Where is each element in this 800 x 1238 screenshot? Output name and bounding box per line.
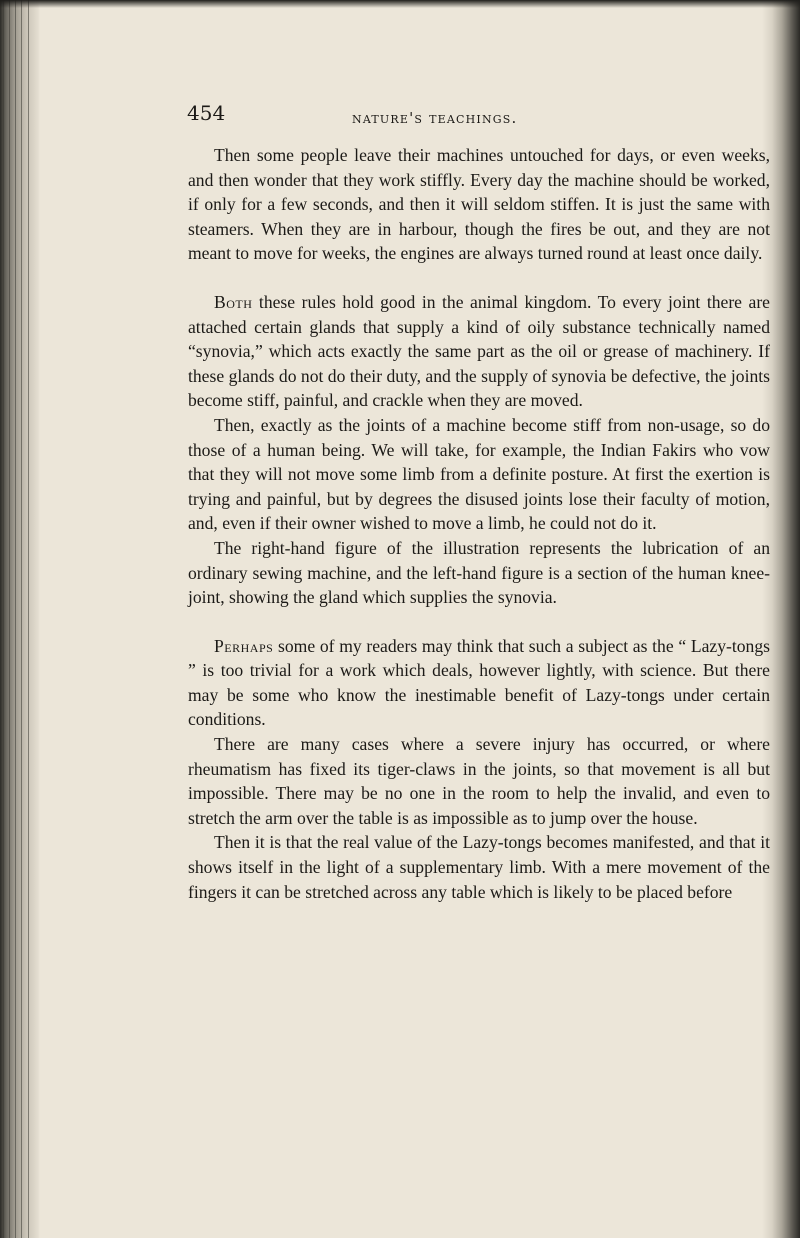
paragraph	[188, 634, 770, 732]
binding-line	[3, 0, 4, 1238]
lead-word: Perhaps	[214, 635, 274, 656]
paragraph: Then some people leave their machines untouched for days, or even weeks, and then wonder that they work stiffly. Every day the machine should be worked, if only for a few seconds, and then it will seldom stiffen. It is just the same with steamers. When they are in harbour, though the fires be out, and they are not meant to move for weeks, the engines are always turned round at least once daily.	[188, 145, 770, 264]
binding-line	[28, 0, 29, 1238]
paragraph	[188, 290, 770, 413]
paragraph: Then, exactly as the joints of a machine become stiff from non-usage, so do those of a human being. We will take, for example, the Indian Fakirs who vow that they will not move some limb from a definite posture. At first the exertion is trying and painful, but by degrees the disused joints lose their faculty of motion, and, even if their owner wished to move a limb, he could not do it.	[188, 414, 770, 534]
paragraph: Then it is that the real value of the Lazy-tongs becomes manifested, and that it shows itself in the light of a supplementary limb. With a mere movement of the fingers it can be stretched across any table which is likely to be placed before	[188, 832, 770, 902]
paragraph: There are many cases where a severe injury has occurred, or where rheumatism has fixed its tiger-claws in the joints, so that movement is all but impossible. There may be no one in the room to help the invalid, and even to stretch the arm over the table is as impossible as to jump over the house.	[188, 734, 770, 828]
binding-line	[9, 0, 10, 1238]
page-number: 454	[187, 101, 226, 125]
lead-word: Both	[214, 291, 253, 312]
binding-line	[15, 0, 16, 1238]
paragraph-text: these rules hold good in the animal kingdom. To every joint there are attached certain glands that supply a kind of oily substance technically named “synovia,” which acts exactly the same part as the oil or grease of machinery. If these glands do not do their duty, and the supply of synovia be defective, the joints become stiff, painful, and crackle when they are moved.	[188, 291, 770, 411]
section-gap	[188, 266, 770, 290]
paragraph: The right-hand figure of the illustration represents the lubrication of an ordinary sewing machine, and the left-hand figure is a section of the human knee-joint, showing the gland which supplies the synovia.	[188, 537, 770, 608]
body-text	[188, 143, 770, 904]
section-gap	[188, 610, 770, 634]
top-edge-shadow	[0, 0, 800, 8]
paragraph-text: some of my readers may think that such a subject as the “ Lazy-tongs ” is too trivial for a work which deals, however lightly, with science. But there may be some who know the inestimable benefit of Lazy-tongs under certain conditions.	[188, 635, 770, 730]
running-head: nature's teachings.	[352, 109, 518, 127]
binding-line	[21, 0, 22, 1238]
binding-shadow	[0, 0, 40, 1238]
